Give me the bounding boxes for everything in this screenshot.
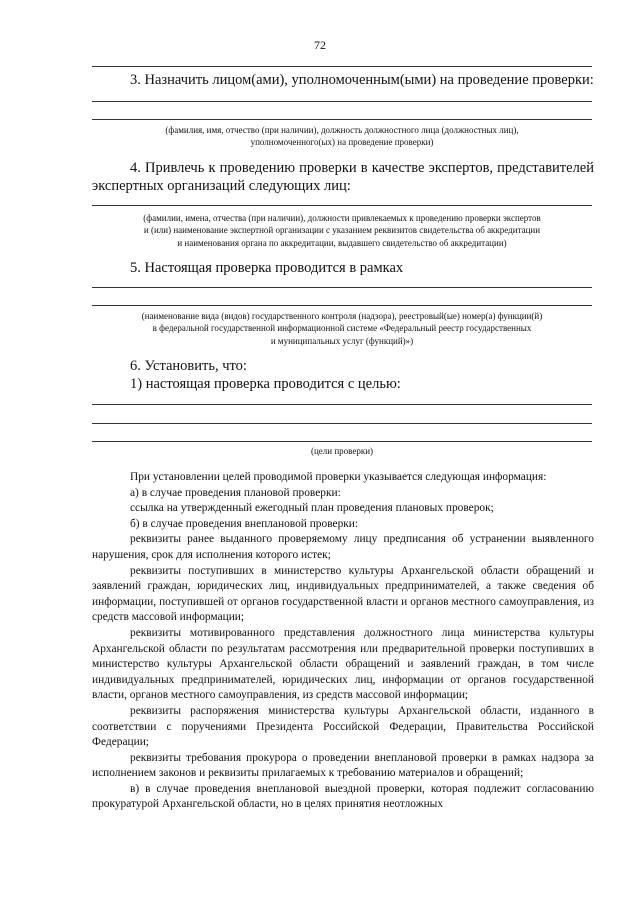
item5-caption xyxy=(92,310,592,347)
body-paragraph: реквизиты мотивированного представления должностного лица министерства культуры Архангельской области по результатам рассмотрения или предварительной проверки поступивших в министерство культуры Архангельской области обращений и заявлений граждан, в том числе индивидуальных предпринимателей, юридических лиц, информации от органов государственной власти, органов местного самоуправления, из средств массовой информации; xyxy=(92,626,594,702)
body-paragraph: б) в случае проведения внеплановой проверки: xyxy=(130,517,359,530)
caption-line: (фамилии, имена, отчества (при наличии), должности привлекаемых к проведению проверки экспертов xyxy=(143,213,541,223)
caption-line: и муниципальных услуг (функций)») xyxy=(270,335,414,346)
item6-subheading: 1) настоящая проверка проводится с целью: xyxy=(130,376,401,392)
body-paragraph: ссылка на утвержденный ежегодный план проведения плановых проверок; xyxy=(130,502,494,515)
fill-in-line xyxy=(92,101,592,102)
fill-in-line xyxy=(92,441,592,442)
fill-in-line xyxy=(92,287,592,288)
fill-in-line xyxy=(92,423,592,424)
fill-in-line xyxy=(92,404,592,405)
body-paragraph: реквизиты требования прокурора о проведении внеплановой проверки в рамках надзора за исполнением законов и реквизиты прилагаемых к требованию материалов и обращений; xyxy=(92,751,594,780)
item3-heading: 3. Назначить лицом(ами), уполномоченным(ыми) на проведение проверки: xyxy=(130,72,594,88)
body-paragraph: реквизиты распоряжения министерства культуры Архангельской области, изданного в соответствии с поручениями Президента Российской Федерации, Правительства Российской Федерации; xyxy=(92,704,594,749)
caption-line: и (или) наименование экспертной организации с указанием реквизитов свидетельства об аккредитации xyxy=(143,225,541,236)
fill-in-line xyxy=(92,305,592,306)
body-paragraph: реквизиты ранее выданного проверяемому лицу предписания об устранении выявленного нарушения, срок для исполнения которого истек; xyxy=(92,533,594,561)
item3-caption xyxy=(92,124,592,149)
body-paragraph: а) в случае проведения плановой проверки: xyxy=(130,486,341,499)
caption-line: и наименования органа по аккредитации, выдавшего свидетельство об аккредитации) xyxy=(177,237,507,248)
separator-line xyxy=(92,66,592,67)
item6-caption: (цели проверки) xyxy=(310,446,374,456)
caption-line: (наименование вида (видов) государственного контроля (надзора), реестровый(ые) номер(а) функции(й) xyxy=(141,311,543,321)
item6-heading: 6. Установить, что: xyxy=(130,358,247,374)
page-number: 72 xyxy=(314,38,326,52)
body-paragraph: в) в случае проведения внеплановой выездной проверки, которая подлежит согласованию прокуратурой Архангельской области, но в целях принятия неотложных xyxy=(92,782,594,811)
body-paragraph: При установлении целей проводимой проверки указывается следующая информация: xyxy=(130,471,547,483)
item5-heading: 5. Настоящая проверка проводится в рамках xyxy=(130,260,404,276)
fill-in-line xyxy=(92,205,592,206)
item4-caption xyxy=(92,212,592,249)
fill-in-line xyxy=(92,119,592,120)
caption-line: в федеральной государственной информационной системе «Федеральный реестр государственных xyxy=(152,323,532,334)
body-text xyxy=(92,470,594,813)
item4-heading: 4. Привлечь к проведению проверки в качестве экспертов, представителей экспертных организаций следующих лиц: xyxy=(92,160,594,194)
caption-line: (фамилия, имя, отчество (при наличии), должность должностного лица (должностных лиц), xyxy=(165,125,519,135)
body-paragraph: реквизиты поступивших в министерство культуры Архангельской области обращений и заявлений граждан, юридических лиц, индивидуальных предпринимателей, а также сведения об информации, поступившей от органов государственной власти и органов местного самоуправления, из средств массовой информации; xyxy=(92,564,594,624)
caption-line: уполномоченного(ых) на проведение проверки) xyxy=(250,137,434,148)
